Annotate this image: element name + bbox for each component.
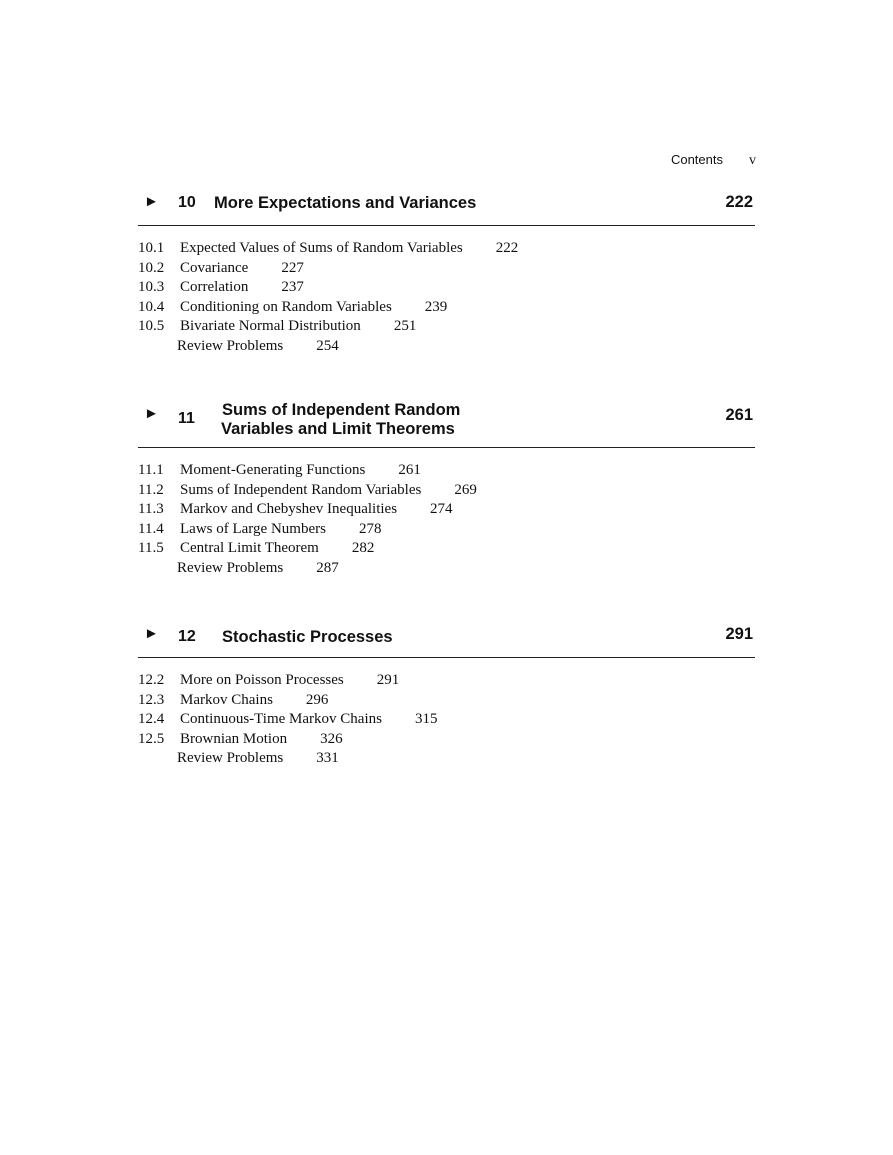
section-page: 239 [424,298,448,315]
section-page: 227 [281,259,304,276]
section-page: 296 [305,691,329,708]
section-number: 11.1 [138,462,164,478]
toc-entry[interactable] [138,539,755,559]
chapter-11 [138,400,755,578]
section-title: Markov Chains [180,691,273,708]
toc-entry[interactable] [138,691,755,711]
section-title: Laws of Large Numbers [180,520,326,537]
section-title: Expected Values of Sums of Random Variables [180,240,463,256]
toc-entry[interactable] [138,317,755,337]
section-page: 269 [454,481,477,498]
chapter-heading [138,400,755,448]
section-title: Correlation [180,279,249,295]
chapter-arrow-icon: ► [144,193,159,210]
chapter-10 [138,190,755,356]
chapter-title-line-2: Variables and Limit Theorems [221,420,455,438]
running-head-label: Contents [670,152,723,167]
section-page: 326 [320,730,343,747]
toc-entry[interactable] [138,671,755,691]
section-title: Moment-Generating Functions [180,462,366,478]
chapter-arrow-icon: ► [144,405,159,422]
section-number: 12.3 [138,691,165,708]
section-number: 10.2 [138,259,165,276]
review-title: Review Problems [177,337,284,354]
toc-entry[interactable] [138,461,755,481]
section-title: Brownian Motion [180,730,288,747]
section-title: Continuous-Time Markov Chains [180,711,382,727]
review-problems-entry[interactable] [138,749,755,769]
toc-entry[interactable] [138,239,755,259]
section-number: 10.1 [138,240,165,256]
section-number: 12.2 [138,672,165,688]
toc-entry[interactable] [138,500,755,520]
running-head [0,152,756,169]
running-head-page-number: v [749,153,756,168]
section-page: 251 [393,318,417,334]
section-number: 12.5 [138,730,165,747]
toc-entry[interactable] [138,298,755,318]
review-page: 287 [316,559,339,576]
section-title: Central Limit Theorem [180,540,319,556]
review-title: Review Problems [177,750,284,766]
chapter-heading [138,190,755,226]
chapter-page: 222 [725,193,753,211]
chapter-title: More Expectations and Variances [214,194,477,212]
section-page: 282 [351,540,375,556]
section-page: 291 [376,672,400,688]
review-page: 254 [316,337,339,354]
section-list [138,671,755,769]
chapter-title-line-1: Sums of Independent Random [222,401,461,419]
section-list [138,239,755,356]
section-page: 315 [414,711,438,727]
review-title: Review Problems [177,559,284,576]
chapter-heading [138,622,755,658]
chapter-12 [138,622,755,769]
chapter-number: 10 [178,194,196,211]
section-number: 10.4 [138,298,165,315]
chapter-title: Stochastic Processes [222,628,393,646]
section-number: 11.3 [138,501,164,517]
section-title: More on Poisson Processes [180,672,344,688]
section-number: 12.4 [138,711,165,727]
section-number: 11.2 [138,481,164,498]
section-title: Sums of Independent Random Variables [180,481,422,498]
chapter-page: 291 [725,625,753,643]
chapter-number: 12 [178,628,196,645]
toc-entry[interactable] [138,278,755,298]
section-number: 11.4 [138,520,164,537]
review-page: 331 [316,750,339,766]
section-number: 10.3 [138,279,165,295]
chapter-arrow-icon: ► [144,625,159,642]
chapter-page: 261 [725,406,753,424]
section-title: Bivariate Normal Distribution [180,318,361,334]
section-number: 10.5 [138,318,165,334]
chapter-number: 11 [178,410,195,427]
toc-entry[interactable] [138,259,755,279]
section-list [138,461,755,578]
section-page: 222 [495,240,519,256]
section-page: 237 [281,279,304,295]
toc-entry[interactable] [138,520,755,540]
review-problems-entry[interactable] [138,337,755,357]
section-page: 274 [430,501,453,517]
toc-entry[interactable] [138,710,755,730]
section-page: 278 [358,520,382,537]
toc-entry[interactable] [138,730,755,750]
section-title: Conditioning on Random Variables [180,298,392,315]
section-page: 261 [398,462,421,478]
section-title: Covariance [180,259,249,276]
review-problems-entry[interactable] [138,559,755,579]
section-number: 11.5 [138,540,164,556]
toc-entry[interactable] [138,481,755,501]
section-title: Markov and Chebyshev Inequalities [180,501,398,517]
